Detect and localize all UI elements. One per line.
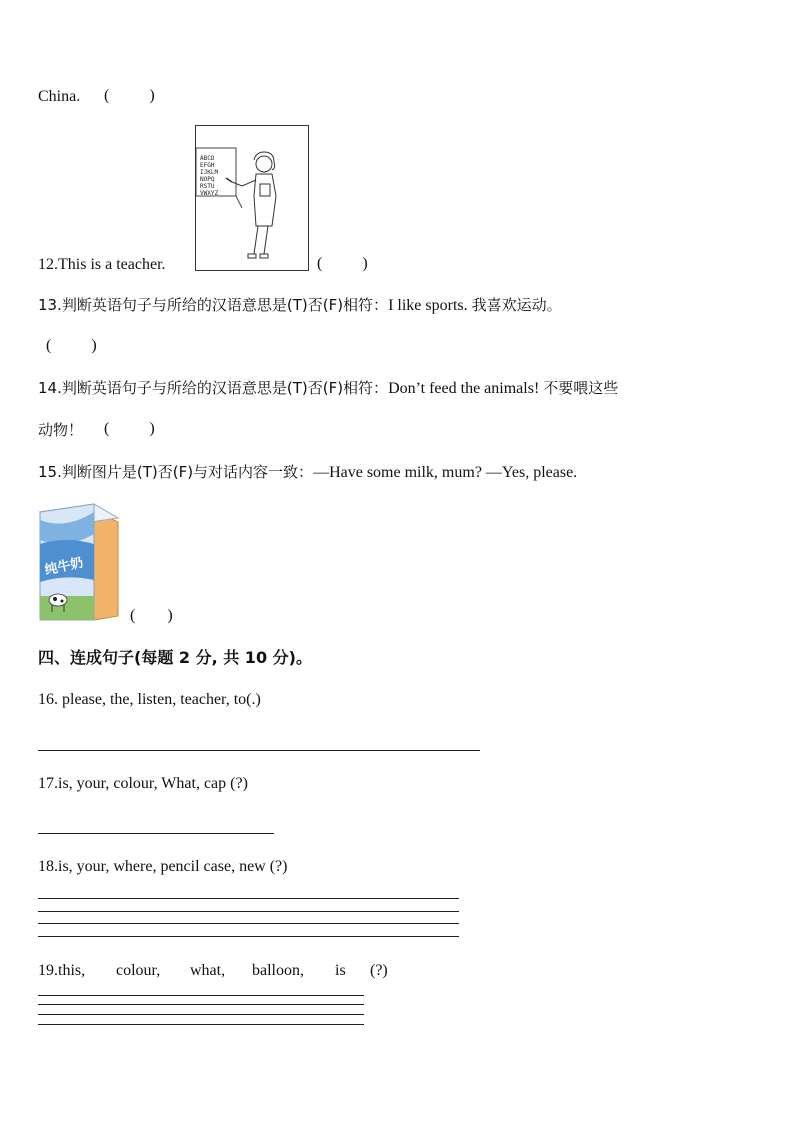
board-line: VWXYZ [200, 190, 219, 197]
q13-chinese: 我喜欢运动。 [471, 296, 562, 314]
teacher-picture [195, 125, 309, 271]
q13-answer-paren[interactable]: ( ) [46, 337, 97, 354]
q12-answer-paren[interactable]: ( ) [317, 255, 368, 272]
board-line: ABCD [200, 155, 215, 162]
q14-english: Don’t feed the animals! [388, 380, 540, 397]
q13-english: I like sports. [388, 297, 468, 314]
board-line: NOPQ [200, 176, 215, 183]
milk-box-illustration [36, 500, 122, 624]
q12-text: 12.This is a teacher. [38, 256, 166, 273]
q15-dialogue: —Have some milk, mum? —Yes, please. [313, 464, 578, 481]
q14-prefix: 14.判断英语句子与所给的汉语意思是(T)否(F)相符： [38, 379, 389, 397]
q14-chinese: 不要喂这些 [543, 379, 619, 397]
q19-word: (?) [370, 962, 388, 979]
q19-answer-line[interactable] [38, 1024, 364, 1025]
q15-prefix: 15.判断图片是(T)否(F)与对话内容一致： [38, 463, 314, 481]
q19-word: is [335, 962, 346, 979]
q17-text: 17.is, your, colour, What, cap (?) [38, 775, 248, 792]
q14-text [38, 378, 618, 399]
q19-answer-line[interactable] [38, 1004, 364, 1005]
q13-text [38, 295, 562, 316]
board-line: IJKLM [200, 169, 219, 176]
q18-answer-line[interactable] [38, 923, 459, 924]
q19-word: colour, [116, 962, 161, 979]
q19-word: what, [190, 962, 226, 979]
q14-answer-paren[interactable]: ( ) [104, 420, 155, 437]
milk-box-label: 纯牛奶 [43, 555, 85, 579]
q18-answer-line[interactable] [38, 898, 459, 899]
board-line: EFGH [200, 162, 215, 169]
milk-box-picture [36, 500, 122, 624]
q15-answer-paren[interactable]: ( ) [130, 607, 173, 624]
q11-text: China. [38, 88, 81, 105]
q19-word: balloon, [252, 962, 304, 979]
q18-text: 18.is, your, where, pencil case, new (?) [38, 858, 288, 875]
board-line: RSTU [200, 183, 215, 190]
q19-answer-line[interactable] [38, 995, 364, 996]
q18-answer-line[interactable] [38, 936, 459, 937]
q19-word: 19.this, [38, 962, 86, 979]
q14-line2: 动物！ [38, 421, 84, 439]
q15-text [38, 462, 577, 483]
q17-answer-line[interactable] [38, 833, 274, 834]
q11-answer-paren[interactable]: ( ) [104, 87, 155, 104]
q16-answer-line[interactable] [38, 750, 480, 751]
section4-title: 四、连成句子(每题 2 分, 共 10 分)。 [38, 648, 312, 667]
q19-answer-line[interactable] [38, 1014, 364, 1015]
teacher-illustration [196, 126, 308, 270]
q13-prefix: 13.判断英语句子与所给的汉语意思是(T)否(F)相符： [38, 296, 389, 314]
q18-answer-line[interactable] [38, 911, 459, 912]
q16-text: 16. please, the, listen, teacher, to(.) [38, 691, 261, 708]
